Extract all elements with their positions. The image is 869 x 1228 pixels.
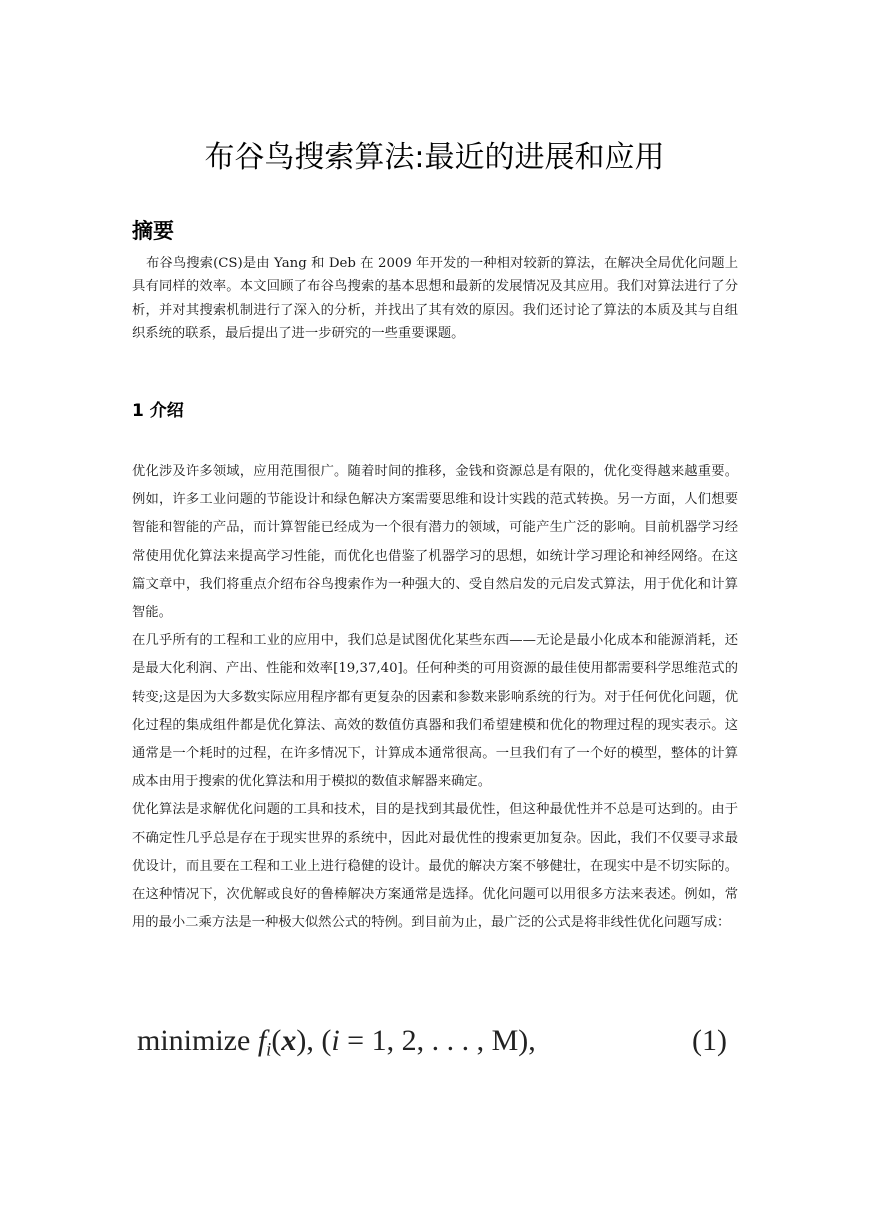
abstract-heading: 摘要 [132,219,174,243]
equation-index: i [331,1024,340,1057]
introduction-body [132,458,738,937]
equation-argument: x [281,1024,297,1057]
paragraph: 在几乎所有的工程和工业的应用中，我们总是试图优化某些东西——无论是最小化成本和能源消耗，还是最大化利润、产出、性能和效率[19,37,40]。任何种类的可用资源的最佳使用都需要科学思维范式的转变;这是因为大多数实际应用程序都有更复杂的因素和参数来影响系统的行为。对于任何优化问题，优化过程的集成组件都是优化算法、高效的数值仿真器和我们希望建模和优化的物理过程的现实表示。这通常是一个耗时的过程，在许多情况下，计算成本通常很高。一旦我们有了一个好的模型，整体的计算成本由用于搜索的优化算法和用于模拟的数值求解器来确定。 [132,633,738,790]
paragraph: 优化算法是求解优化问题的工具和技术，目的是找到其最优性，但这种最优性并不总是可达到的。由于不确定性几乎总是存在于现实世界的系统中，因此对最优性的搜索更加复杂。因此，我们不仅要寻求最优设计，而且要在工程和工业上进行稳健的设计。最优的解决方案不够健壮，在现实中是不切实际的。在这种情况下，次优解或良好的鲁棒解决方案通常是选择。优化问题可以用很多方法来表述。例如，常用的最小二乘方法是一种极大似然公式的特例。到目前为止，最广泛的公式是将非线性优化问题写成： [132,802,738,931]
equation-1 [137,1017,727,1065]
equation-subscript: i [266,1039,272,1061]
equation-function: f [257,1024,267,1057]
equation-expression: minimize $f_i(x)$, (i = 1, 2, . . . , M), [137,1024,536,1061]
abstract-text: 布谷鸟搜索(CS)是由 Yang 和 Deb 在 2009 年开发的一种相对较新的算法，在解决全局优化问题上具有同样的效率。本文回顾了布谷鸟搜索的基本思想和最新的发展情况及其应用。我们对算法进行了分析，并对其搜索机制进行了深入的分析，并找出了其有效的原因。我们还讨论了算法的本质及其与自组织系统的联系，最后提出了进一步研究的一些重要课题。 [132,256,738,342]
section-heading-introduction: 1 介绍 [132,401,184,421]
paper-title: 布谷鸟搜索算法:最近的进展和应用 [204,140,665,175]
equation-verb: minimize [137,1024,251,1057]
equation-number: (1) [692,1024,727,1057]
paragraph: 优化涉及许多领域，应用范围很广。随着时间的推移，金钱和资源总是有限的，优化变得越来越重要。例如，许多工业问题的节能设计和绿色解决方案需要思维和设计实践的范式转换。另一方面，人们想要智能和智能的产品，而计算智能已经成为一个很有潜力的领域，可能产生广泛的影响。目前机器学习经常使用优化算法来提高学习性能，而优化也借鉴了机器学习的思想，如统计学习理论和神经网络。在这篇文章中，我们将重点介绍布谷鸟搜索作为一种强大的、受自然启发的元启发式算法，用于优化和计算智能。 [132,464,738,621]
equation-range: 1, 2, . . . , M [371,1024,519,1057]
